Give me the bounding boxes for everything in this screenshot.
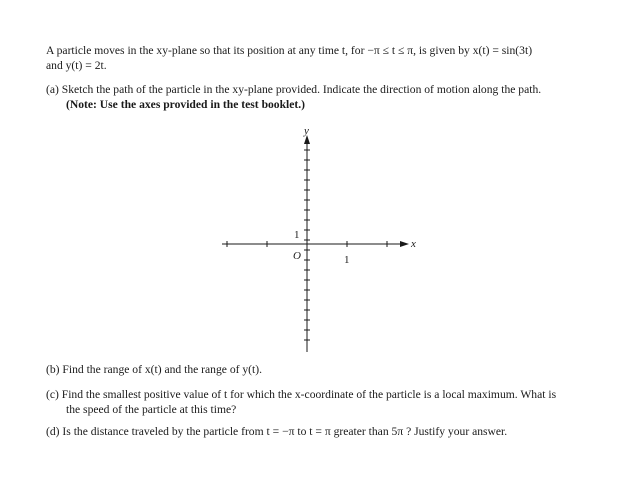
y-axis-label: y (304, 125, 309, 137)
intro-line-2: and y(t) = 2t. (46, 59, 107, 72)
part-c-line-1: (c) Find the smallest positive value of t for which the x-coordinate of the particle is a local maximum. What is (46, 388, 557, 401)
x-axis (222, 241, 409, 247)
y-tick-label: 1 (294, 229, 300, 241)
x-tick-label: 1 (344, 254, 350, 266)
intro-line-1: A particle moves in the xy-plane so that its position at any time t, for −π ≤ t ≤ π, is given by x(t) = sin(3t) (46, 44, 533, 57)
part-a-line-1: (a) Sketch the path of the particle in the xy-plane provided. Indicate the direction of motion along the path. (46, 83, 542, 96)
part-b-line-1: (b) Find the range of x(t) and the range of y(t). (46, 363, 263, 376)
x-axis-arrow-icon (400, 241, 409, 247)
part-a-note: (Note: Use the axes provided in the test booklet.) (66, 98, 306, 111)
part-d-line-1: (d) Is the distance traveled by the particle from t = −π to t = π greater than 5π ? Justify your answer. (46, 425, 508, 438)
part-c-line-2: the speed of the particle at this time? (66, 403, 237, 416)
x-axis-label: x (411, 238, 416, 250)
origin-label: O (293, 250, 301, 262)
